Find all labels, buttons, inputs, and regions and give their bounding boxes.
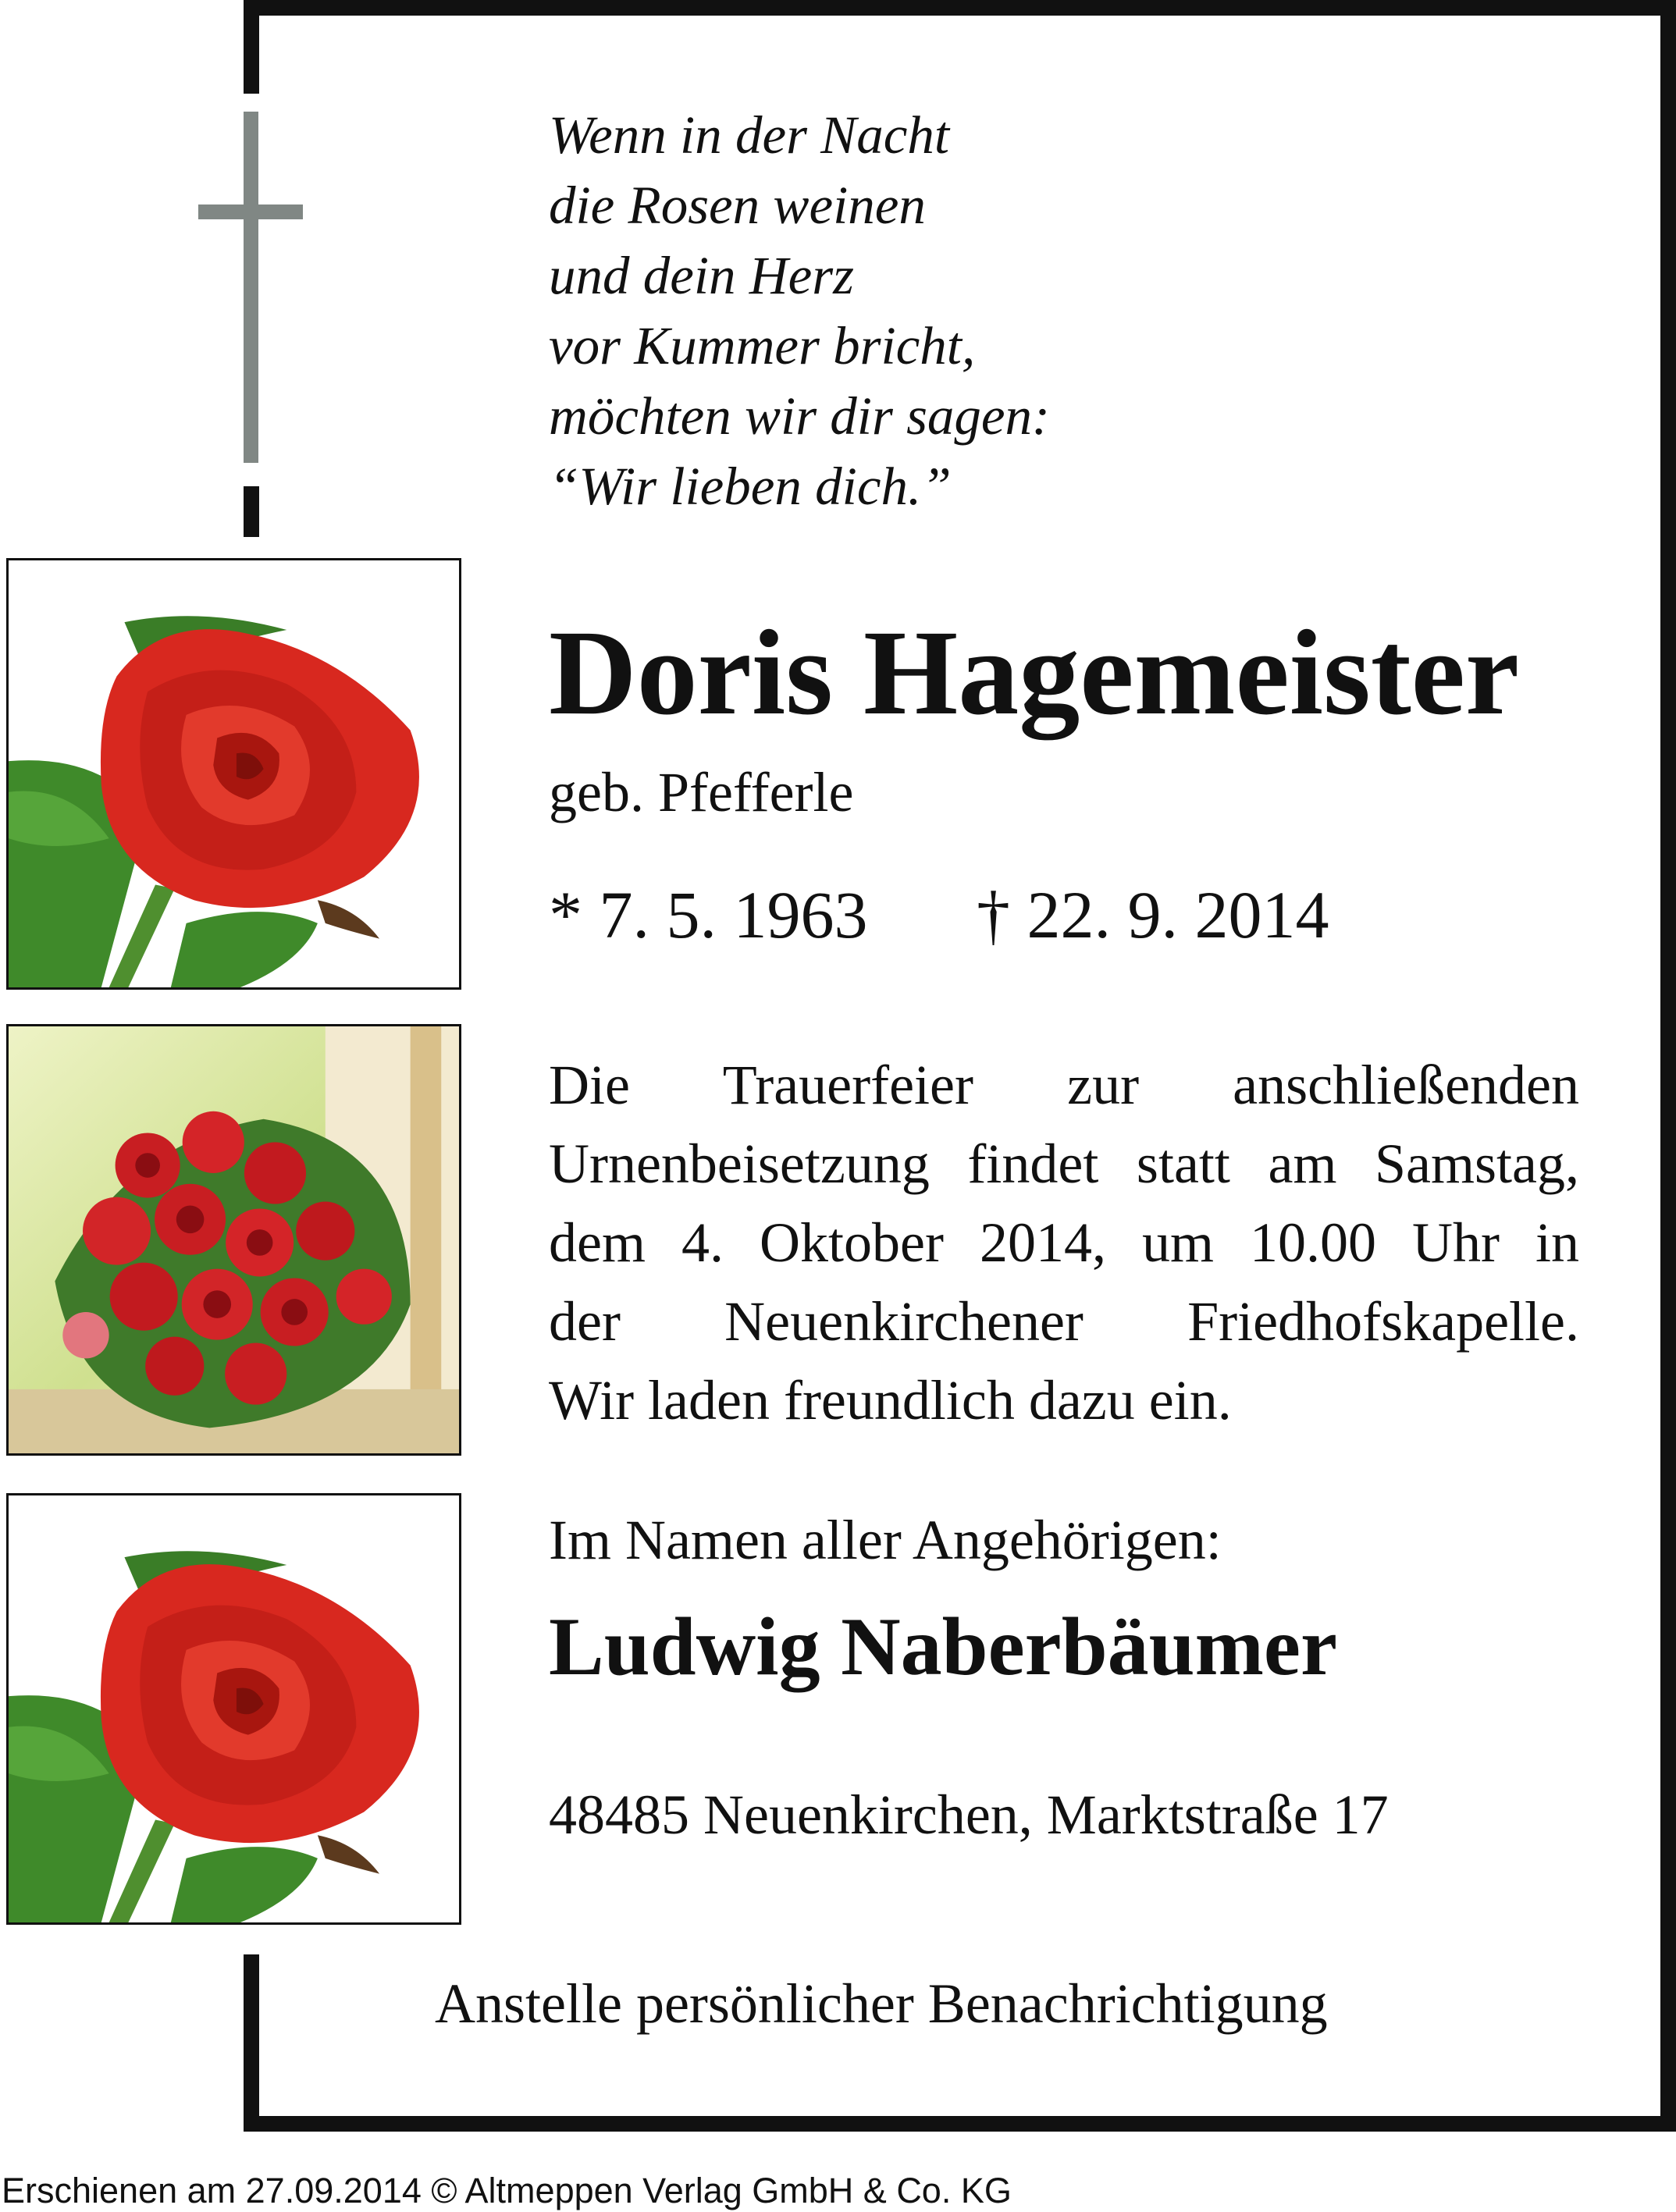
poem-line: und dein Herz bbox=[549, 246, 854, 305]
cross-horizontal-bar bbox=[198, 204, 303, 219]
service-line: dem 4. Oktober 2014, um 10.00 Uhr in bbox=[549, 1211, 1579, 1274]
poem-line: vor Kummer bricht, bbox=[549, 316, 976, 375]
frame-left-border-top bbox=[244, 0, 259, 94]
rose-photo-bottom bbox=[6, 1493, 461, 1925]
frame-bottom-border bbox=[244, 2116, 1676, 2132]
life-dates bbox=[549, 876, 1329, 954]
bouquet-photo bbox=[6, 1024, 461, 1456]
family-intro: Im Namen aller Angehörigen: bbox=[549, 1509, 1222, 1571]
service-details bbox=[549, 1046, 1579, 1440]
maiden-name: geb. Pfefferle bbox=[549, 761, 854, 823]
deceased-name: Doris Hagemeister bbox=[549, 605, 1520, 740]
poem-line: Wenn in der Nacht bbox=[549, 105, 949, 165]
frame-left-border-bottom bbox=[244, 1954, 259, 2132]
signer-name: Ludwig Naberbäumer bbox=[549, 1601, 1338, 1692]
bouquet-icon bbox=[9, 1026, 459, 1453]
rose-icon bbox=[9, 1495, 459, 1922]
poem bbox=[549, 100, 1329, 521]
frame-top-border bbox=[244, 0, 1676, 16]
death-date: † 22. 9. 2014 bbox=[977, 877, 1329, 952]
family-address: 48485 Neuenkirchen, Marktstraße 17 bbox=[549, 1783, 1389, 1846]
rose-photo-top bbox=[6, 558, 461, 990]
frame-right-border bbox=[1660, 0, 1676, 2128]
service-line: Urnenbeisetzung findet statt am Samstag, bbox=[549, 1133, 1579, 1195]
cross-vertical-bar bbox=[244, 112, 258, 463]
frame-left-border-stub bbox=[244, 486, 259, 537]
service-line: Wir laden freundlich dazu ein. bbox=[549, 1369, 1232, 1431]
publication-footer: Erschienen am 27.09.2014 © Altmeppen Verlag GmbH & Co. KG bbox=[2, 2171, 1012, 2210]
poem-line: “Wir lieben dich.” bbox=[549, 457, 952, 516]
notification-notice: Anstelle persönlicher Benachrichtigung bbox=[435, 1972, 1328, 2035]
service-line: Die Trauerfeier zur anschließenden bbox=[549, 1054, 1579, 1116]
poem-line: die Rosen weinen bbox=[549, 176, 926, 235]
birth-date: * 7. 5. 1963 bbox=[549, 877, 868, 952]
poem-line: möchten wir dir sagen: bbox=[549, 386, 1051, 446]
service-line: der Neuenkirchener Friedhofskapelle. bbox=[549, 1290, 1579, 1353]
rose-icon bbox=[9, 560, 459, 987]
